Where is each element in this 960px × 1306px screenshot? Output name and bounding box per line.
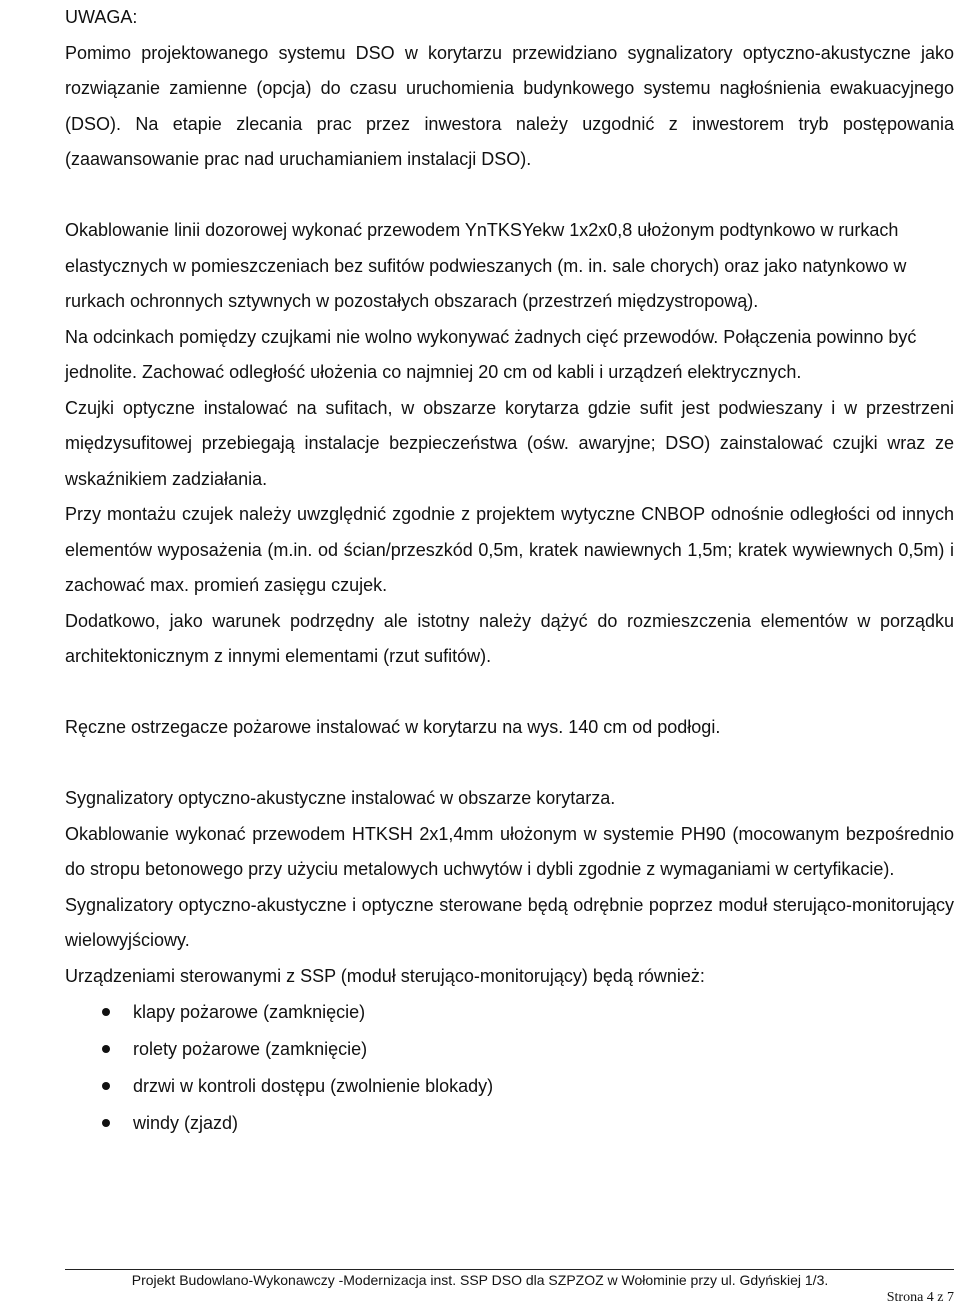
paragraph-gap [65, 178, 954, 214]
paragraph-detector-spacing: Przy montażu czujek należy uwzględnić zgodnie z projektem wytyczne CNBOP odnośnie odległości od innych elementów wyposażenia (m.in. od ścian/przeszkód 0,5m, kratek nawiewnych 1,5m; kratek wywiewnych 0,5m) i zachować max. promień zasięgu czujek. [65, 504, 954, 595]
list-item [65, 1068, 954, 1105]
document-body [65, 0, 954, 1142]
paragraph-architectural-order: Dodatkowo, jako warunek podrzędny ale istotny należy dążyć do rozmieszczenia elementów w porządku architektonicznym z innymi elementami (rzut sufitów). [65, 610, 954, 666]
list-item-label: windy (zjazd) [133, 1113, 239, 1133]
paragraph-detection-cabling: Okablowanie linii dozorowej wykonać przewodem YnTKSYekw 1x2x0,8 ułożonym podtynkowo w rurkach elastycznych w pomieszczeniach bez sufitów podwieszanych (m. in. sale chorych) oraz jako natynkowo w rurkach ochronnych sztywnych w pozostałych obszarach (przestrzeń międzystropową). [65, 220, 907, 311]
bullet-icon [102, 1008, 110, 1016]
paragraph-manual-call-points: Ręczne ostrzegacze pożarowe instalować w korytarzu na wys. 140 cm od podłogi. [65, 717, 721, 737]
list-item-label: rolety pożarowe (zamknięcie) [133, 1039, 368, 1059]
bullet-icon [102, 1082, 110, 1090]
list-item-label: klapy pożarowe (zamknięcie) [133, 1002, 366, 1022]
paragraph-gap [65, 675, 954, 711]
page-number: Strona 4 z 7 [886, 1290, 954, 1305]
paragraph-gap [65, 746, 954, 782]
paragraph-controlled-devices: Urządzeniami sterowanymi z SSP (moduł sterująco-monitorujący) będą również: [65, 965, 705, 986]
paragraph-sounders-cabling: Okablowanie wykonać przewodem HTKSH 2x1,4mm ułożonym w systemie PH90 (mocowanym bezpośrednio do stropu betonowego przy użyciu metalowych uchwytów i dybli zgodnie z wymaganiami w certyfikacie). [65, 823, 954, 879]
bullet-icon [102, 1119, 110, 1127]
bullet-icon [102, 1045, 110, 1053]
footer-project-title: Projekt Budowlano-Wykonawczy -Modernizacja inst. SSP DSO dla SZPZOZ w Wołominie przy ul. Gdyńskiej 1/3. [131, 1272, 829, 1288]
controlled-devices-list [65, 994, 954, 1142]
paragraph-detector-installation: Czujki optyczne instalować na sufitach, w obszarze korytarza gdzie sufit jest podwieszany i w przestrzeni międzysufitowej przebiegają instalacje bezpieczeństwa (ośw. awaryjne; DSO) zainstalować czujki wraz ze wskaźnikiem zadziałania. [65, 397, 954, 489]
list-item [65, 1031, 954, 1068]
paragraph-dso-note: Pomimo projektowanego systemu DSO w korytarzu przewidziano sygnalizatory optyczno-akustyczne jako rozwiązanie zamienne (opcja) do czasu uruchomienia budynkowego systemu nagłośnienia ewakuacyjnego (DSO). Na etapie zlecania prac przez inwestora należy uzgodnić z inwestorem tryb postępowania (zaawansowanie prac nad uruchamianiem instalacji DSO). [65, 42, 954, 169]
paragraph-cable-joints: Na odcinkach pomiędzy czujkami nie wolno wykonywać żadnych cięć przewodów. Połączenia powinno być jednolite. Zachować odległość ułożenia co najmniej 20 cm od kabli i urządzeń elektrycznych. [65, 326, 917, 382]
paragraph-sounders-control: Sygnalizatory optyczno-akustyczne i optyczne sterowane będą odrębnie poprzez moduł sterująco-monitorujący wielowyjściowy. [65, 894, 954, 950]
list-item [65, 1105, 954, 1142]
note-heading: UWAGA: [65, 7, 138, 27]
list-item [65, 994, 954, 1031]
paragraph-sounders-location: Sygnalizatory optyczno-akustyczne instalować w obszarze korytarza. [65, 788, 616, 808]
list-item-label: drzwi w kontroli dostępu (zwolnienie blokady) [133, 1076, 494, 1096]
footer-divider [65, 1269, 954, 1270]
